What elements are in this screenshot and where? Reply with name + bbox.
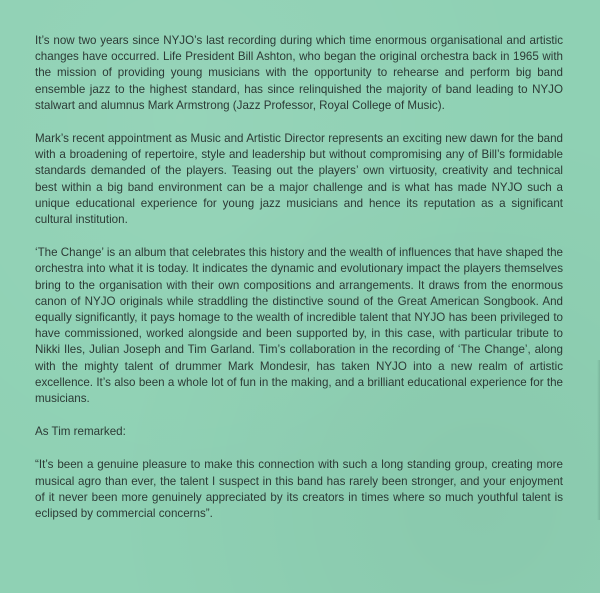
paragraph-intro-quote: As Tim remarked: — [35, 425, 126, 439]
liner-notes-text — [35, 33, 563, 539]
paragraph-appointment: Mark’s recent appointment as Music and Artistic Director represents an exciting new dawn for the band with a broadening of repertoire, style and leadership but without compromising any of Bill’s formidable standards demanded of the players. Teasing out the players’ own virtuosity, creativity and technical best within a big band environment can be a major challenge and is what has made NYJO such a unique educational experience for young jazz musicians and hence its reputation as a significant cultural institution. — [35, 132, 563, 227]
paragraph-history: It’s now two years since NYJO’s last recording during which time enormous organisational and artistic changes have occurred. Life President Bill Ashton, who began the original orchestra back in 1965 with the mission of providing young musicians with the opportunity to rehearse and perform big band ensemble jazz to the highest standard, has since relinquished the majority of band leading to NYJO stalwart and alumnus Mark Armstrong (Jazz Professor, Royal College of Music). — [35, 34, 563, 112]
paragraph-quote: “It’s been a genuine pleasure to make this connection with such a long standing group, creating more musical agro than ever, the talent I suspect in this band has rarely been stronger, and your enjoyment of it never been more genuinely appreciated by its creators in times where so much youthful talent is eclipsed by commercial concerns”. — [35, 458, 563, 521]
paragraph-the-change: ‘The Change’ is an album that celebrates this history and the wealth of influences that have shaped the orchestra into what it is today. It indicates the dynamic and evolutionary impact the players themselves bring to the organisation with their own compositions and arrangements. It draws from the enormous canon of NYJO originals while straddling the distinctive sound of the Great American Songbook. And equally significantly, it pays homage to the wealth of incredible talent that NYJO has been privileged to have commissioned, worked alongside and been supported by, in this case, with particular tribute to Nikki Iles, Julian Joseph and Tim Garland. Tim’s collaboration in the recording of ‘The Change’, along with the mighty talent of drummer Mark Mondesir, has taken NYJO into a new realm of artistic excellence. It’s also been a whole lot of fun in the making, and a brilliant educational experience for the musicians. — [35, 246, 563, 406]
